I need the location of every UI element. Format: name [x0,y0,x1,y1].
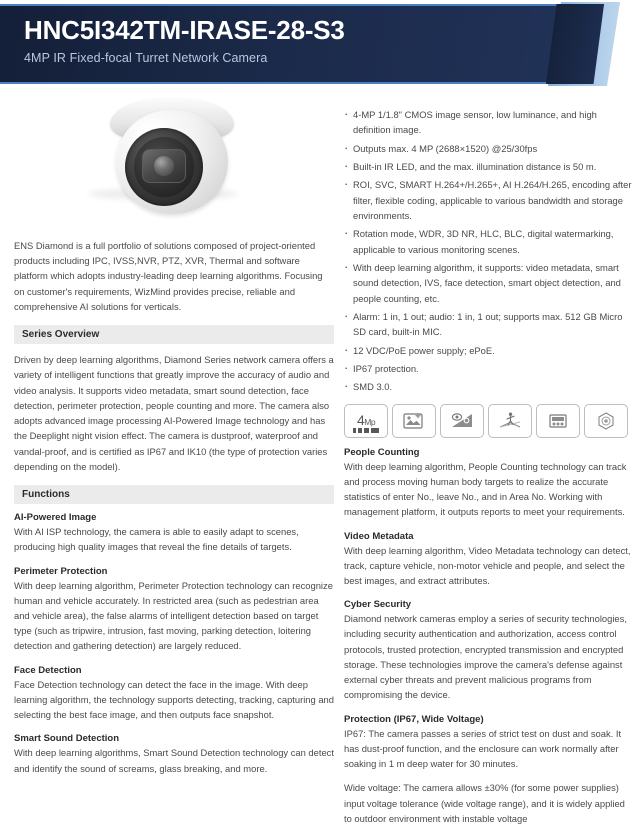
spec-bullet: · With deep learning algorithm, it supports: video metadata, smart sound detection, IVS, face detection, smart object detection, and people counting, etc. [344,260,632,306]
function-block [14,665,334,723]
feature-section [344,447,632,520]
right-column [344,88,632,837]
video-metadata-icon [585,405,627,437]
resolution-4mp-icon [345,405,387,437]
feature-section-body: With deep learning algorithm, Video Metadata technology can detect, track, capture vehicle, non-motor vehicle and people, and select the best images, and extract attributes. [344,544,631,586]
deeplight-icon [441,405,483,437]
function-title: AI-Powered Image [14,512,97,524]
function-body: With deep learning algorithm, Perimeter Protection technology can recognize human and vehicle accurately. In restricted area (such as pedestrian area and vehicle area), the false alarms of intelligent detection based on target type (such as tripwire, intrusion, fast moving, parking detection, loitering detection and gathering detection) are largely reduced. [14,579,333,652]
badge-perimeter-protection [488,404,532,438]
badge-resolution-4mp [344,404,388,438]
feature-section-title: People Counting [344,446,420,458]
product-photo [14,92,334,232]
spec-bullet: · 4-MP 1/1.8" CMOS image sensor, low luminance, and high definition image. [344,107,632,138]
spec-bullet: · Outputs max. 4 MP (2688×1520) @25/30fps [344,141,632,156]
camera-lens-glass [154,156,174,176]
series-overview-paragraph: Driven by deep learning algorithms, Diamond Series network camera offers a variety of intelligent functions that greatly improve the accuracy of audio and video analysis. It supports video metadata, smart sound detection, face detection, perimeter protection, people counting and more. The camera also adopts advanced image processing AI-Powered Image technology and has the Deeplight night vision effect. The camera is dustproof, waterproof and vandal-proof, and is certified as IP67 and IK10 (the type of protection varies depending on the model). [14,354,334,472]
badge-people-counting [536,404,580,438]
badge-deeplight [440,404,484,438]
left-column [14,88,334,837]
function-body: With deep learning algorithms, Smart Sound Detection technology can detect and identify the sound of screams, glass breaking, and more. [14,747,334,774]
spec-bullet: · Alarm: 1 in, 1 out; audio: 1 in, 1 out; supports max. 512 GB Micro SD card, built-in MIC. [344,309,632,340]
spec-bullet: · Rotation mode, WDR, 3D NR, HLC, BLC, digital watermarking, applicable to various monitoring scenes. [344,226,632,257]
product-subtitle: 4MP IR Fixed-focal Turret Network Camera [24,50,268,65]
section-heading-functions: Functions [14,485,334,504]
feature-section-body-secondary: Wide voltage: The camera allows ±30% (for some power supplies) input voltage tolerance (wide voltage range), and it is widely applied to outdoor environment with instable voltage [344,782,625,824]
feature-section-title: Cyber Security [344,599,412,611]
feature-section [344,714,632,826]
feature-section [344,531,632,589]
content-columns [0,88,640,837]
function-title: Smart Sound Detection [14,733,120,745]
people-counting-icon [537,405,579,437]
feature-section-title: Protection (IP67, Wide Voltage) [344,713,484,725]
badge-video-metadata [584,404,628,438]
function-title: Face Detection [14,664,82,676]
function-block [14,512,334,554]
feature-section-body: With deep learning algorithm, People Counting technology can track and process moving human body targets to realize the accurate statistics of enter No., leave No., and in Area No. Working with management platform, it outputs reports to meet your requirements. [344,460,627,518]
ai-powered-image-icon [393,405,435,437]
resolution-bar-glyph [353,428,379,433]
function-body: Face Detection technology can detect the face in the image. With deep learning algorithm, the technology supports detecting, tracking, capturing and selecting the best face image, and then outputs face snapshot. [14,678,334,721]
spec-bullet: · IP67 protection. [344,361,632,376]
feature-section [344,599,632,702]
badge-ai-powered-image [392,404,436,438]
function-block [14,733,334,775]
function-title: Perimeter Protection [14,565,108,577]
brand-intro-paragraph: ENS Diamond is a full portfolio of solutions composed of project-oriented products including IPC, IVSS,NVR, PTZ, XVR, Thermal and software platform which adopts industry-leading deep learning algorithms. Focusing on customer's requirements, WizMind provides precise, reliable and comprehensive AI solutions for verticals. [14,240,323,312]
spec-bullet: · 12 VDC/PoE power supply; ePoE. [344,343,632,358]
badge-mp-value: 4 [356,412,365,429]
feature-section-body: Diamond network cameras employ a series of security technologies, including security authentication and authorization, access control protocols, trusted protection, encrypted transmission and encrypted storage. These technologies improve the camera's defense against external cyber threats and prevent malicious programs from compromising the device. [344,613,627,701]
function-block [14,566,334,654]
page-header [0,0,640,88]
product-model-title: HNC5I342TM-IRASE-28-S3 [24,15,345,45]
badge-mp-unit: Mp [364,417,376,428]
header-text-group [24,16,345,65]
spec-bullet: · ROI, SVC, SMART H.264+/H.265+, AI H.264/H.265, encoding after filter, flexible coding, applicable to various bandwidth and storage environments. [344,177,632,223]
perimeter-protection-icon [489,405,531,437]
feature-section-title: Video Metadata [344,530,414,542]
section-heading-series-overview: Series Overview [14,325,334,344]
feature-badge-row [344,404,632,438]
function-body: With AI ISP technology, the camera is able to easily adapt to scenes, producing high quality images that reveal the fine details of targets. [14,526,299,553]
spec-bullet: · Built-in IR LED, and the max. illumination distance is 50 m. [344,159,632,174]
feature-section-body: IP67: The camera passes a series of strict test on dust and soak. It has dust-proof function, and the enclosure can work normally after soaking in 1 m deep water for 30 minutes. [344,727,622,770]
specification-bullet-list [344,107,632,395]
spec-bullet: · SMD 3.0. [344,379,632,394]
